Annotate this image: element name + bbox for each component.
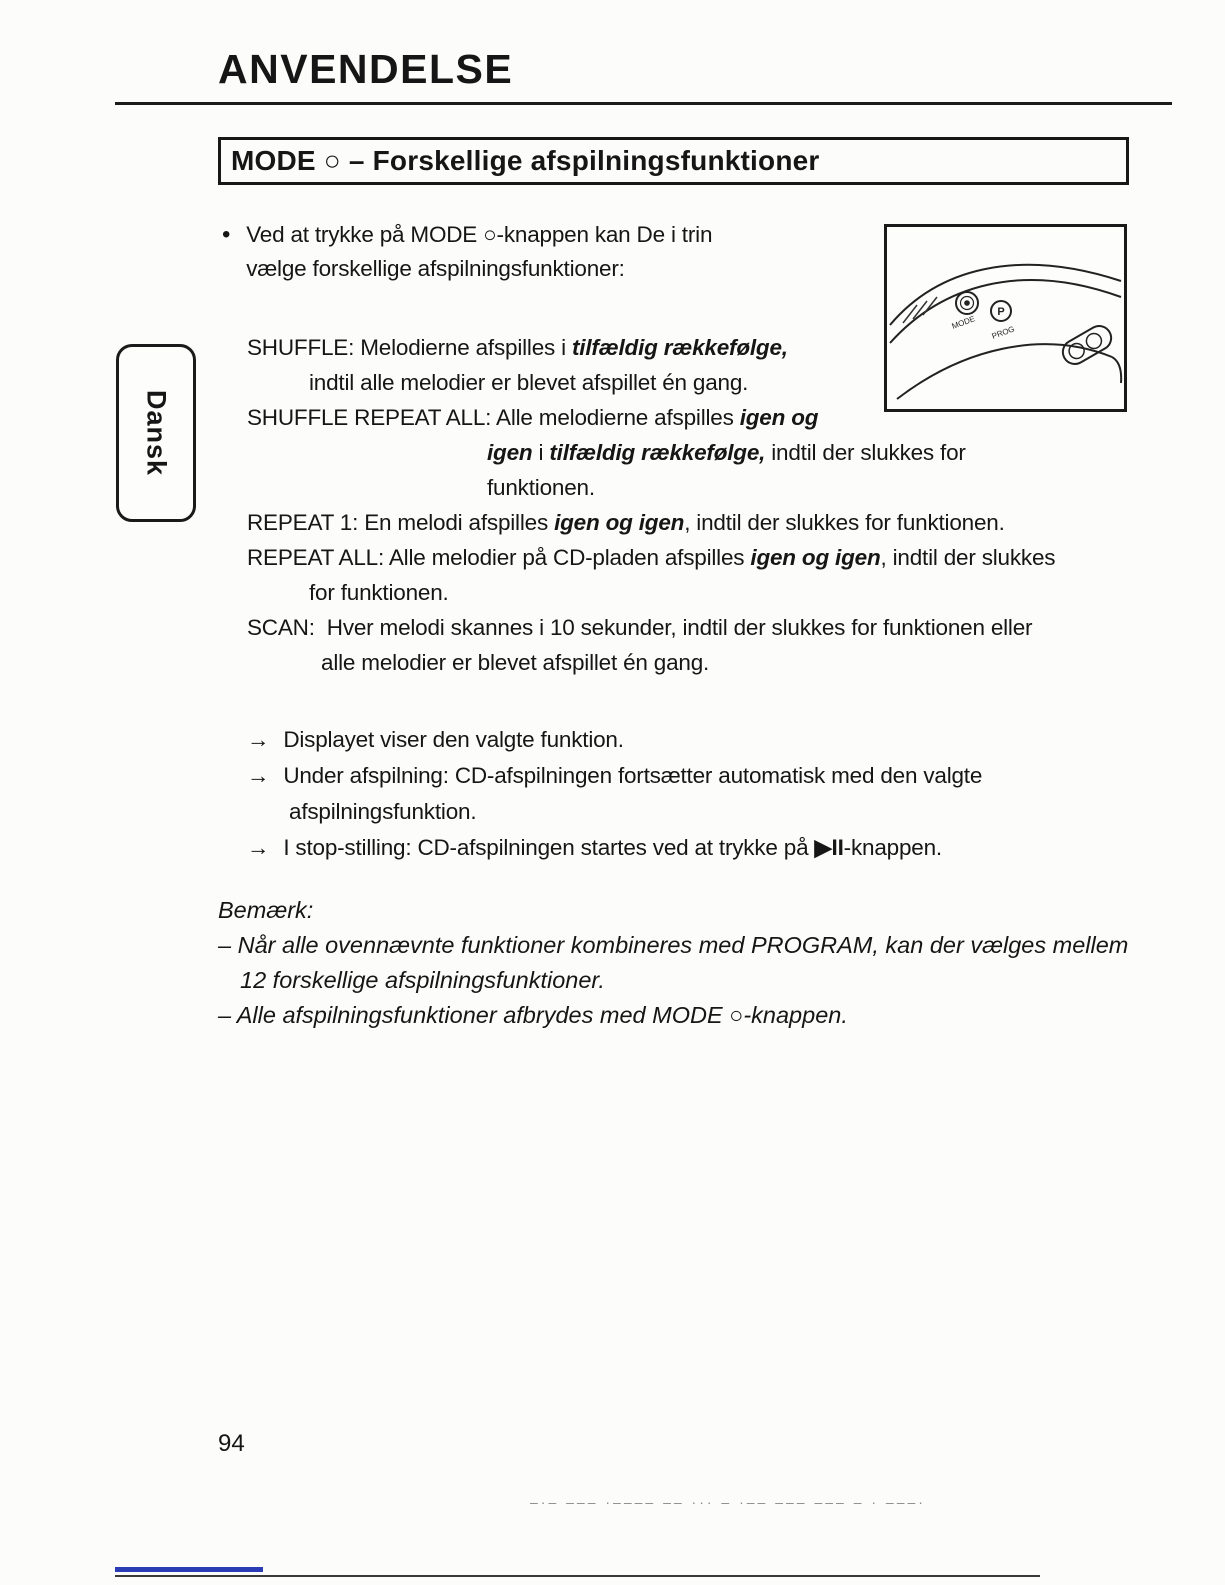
mode-label-repeat-all: REPEAT ALL: <box>247 545 385 570</box>
svg-text:P: P <box>997 306 1005 318</box>
mode-emphasis: igen og igen <box>750 545 881 570</box>
mode-button-icon <box>956 292 978 314</box>
mode-label-shuffle: SHUFFLE: <box>247 335 355 360</box>
arrow-icon: → <box>247 835 270 860</box>
result-display <box>247 722 1177 758</box>
prog-button-icon <box>991 301 1011 321</box>
mode-label-shuffle-repeat-all: SHUFFLE REPEAT ALL: <box>247 405 492 430</box>
mode-emphasis: igen og igen <box>554 510 685 535</box>
scan-artifact-blue-line <box>115 1567 263 1572</box>
result-during-playback-line2: afspilningsfunktion. <box>289 799 477 824</box>
page-number: 94 <box>218 1430 245 1457</box>
arrow-icon: → <box>247 763 270 788</box>
note-heading: Bemærk: <box>218 897 314 923</box>
scan-artifact-rule <box>115 1575 1040 1577</box>
mode-scan-line1 <box>247 610 1177 645</box>
note-item-2: – Alle afspilningsfunktioner afbrydes med MODE ○-knappen. <box>218 1002 848 1028</box>
result-list <box>247 722 1177 866</box>
title-underline <box>115 102 1172 105</box>
mode-text: Melodierne afspilles i <box>354 335 572 360</box>
scan-noise: –·– ––– ·–––– –– ··· – ·–– ––– ––– – · –––· <box>530 1494 926 1510</box>
mode-emphasis: tilfældig rækkefølge, <box>549 440 766 465</box>
mode-list <box>247 330 1177 680</box>
mode-text: En melodi afspilles <box>358 510 555 535</box>
mode-repeat-all-line1 <box>247 540 1177 575</box>
device-top-edge <box>890 265 1121 325</box>
mode-text: , indtil der slukkes <box>880 545 1056 570</box>
result-during-playback-line1 <box>247 758 1177 794</box>
mode-shuffle-line2: indtil alle melodier er blevet afspillet én gang. <box>309 370 749 395</box>
note-block <box>218 893 1158 1033</box>
mode-emphasis: igen <box>487 440 533 465</box>
language-tab <box>116 344 196 522</box>
intro-text <box>246 218 712 286</box>
prog-button-label: PROG <box>990 324 1016 341</box>
section-header-box <box>218 137 1129 185</box>
section-header-text: MODE ○ – Forskellige afspilningsfunktioner <box>231 145 820 176</box>
result-stop-position <box>247 830 1177 866</box>
language-tab-label: Dansk <box>141 389 172 477</box>
mode-label-repeat-1: REPEAT 1: <box>247 510 359 535</box>
mode-text: i <box>532 440 550 465</box>
note-item-1-line1: – Når alle ovennævnte funktioner kombineres med PROGRAM, kan der vælges mellem <box>218 932 1129 958</box>
mode-text: Alle melodierne afspilles <box>491 405 740 430</box>
mode-shuffle-repeat-all-line1 <box>247 400 1177 435</box>
result-text: -knappen. <box>843 835 942 860</box>
result-text: I stop-stilling: CD-afspilningen startes ved at trykke på <box>283 835 815 860</box>
mode-text: indtil der slukkes for <box>765 440 966 465</box>
mode-shuffle-repeat-all-line3: funktionen. <box>487 475 595 500</box>
mode-emphasis: igen og <box>739 405 819 430</box>
result-text: Under afspilning: CD-afspilningen fortsætter automatisk med den valgte <box>283 763 983 788</box>
mode-shuffle-repeat-all-line2 <box>487 435 1177 470</box>
result-text: Displayet viser den valgte funktion. <box>283 727 624 752</box>
mode-repeat-1-line1 <box>247 505 1177 540</box>
mode-emphasis: tilfældig rækkefølge, <box>571 335 788 360</box>
bullet-icon: • <box>222 221 231 248</box>
intro-line-2: vælge forskellige afspilningsfunktioner: <box>246 256 625 281</box>
note-item-1-line2: 12 forskellige afspilningsfunktioner. <box>240 967 605 993</box>
mode-label-scan: SCAN: <box>247 615 315 640</box>
intro-line-1: Ved at trykke på MODE ○-knappen kan De i trin <box>246 222 713 247</box>
page-title: ANVENDELSE <box>218 46 514 92</box>
mode-repeat-all-line2: for funktionen. <box>309 580 449 605</box>
mode-button-label: MODE <box>950 314 977 331</box>
mode-text: Alle melodier på CD-pladen afspilles <box>384 545 751 570</box>
mode-shuffle-line1 <box>247 330 1177 365</box>
arrow-icon: → <box>247 727 270 752</box>
mode-scan-line2: alle melodier er blevet afspillet én gang. <box>321 650 710 675</box>
intro-block <box>222 218 862 286</box>
play-pause-key-icon: ▶II <box>814 835 844 860</box>
mode-text: , indtil der slukkes for funktionen. <box>684 510 1005 535</box>
mode-text: Hver melodi skannes i 10 sekunder, indtil der slukkes for funktionen eller <box>326 615 1033 640</box>
